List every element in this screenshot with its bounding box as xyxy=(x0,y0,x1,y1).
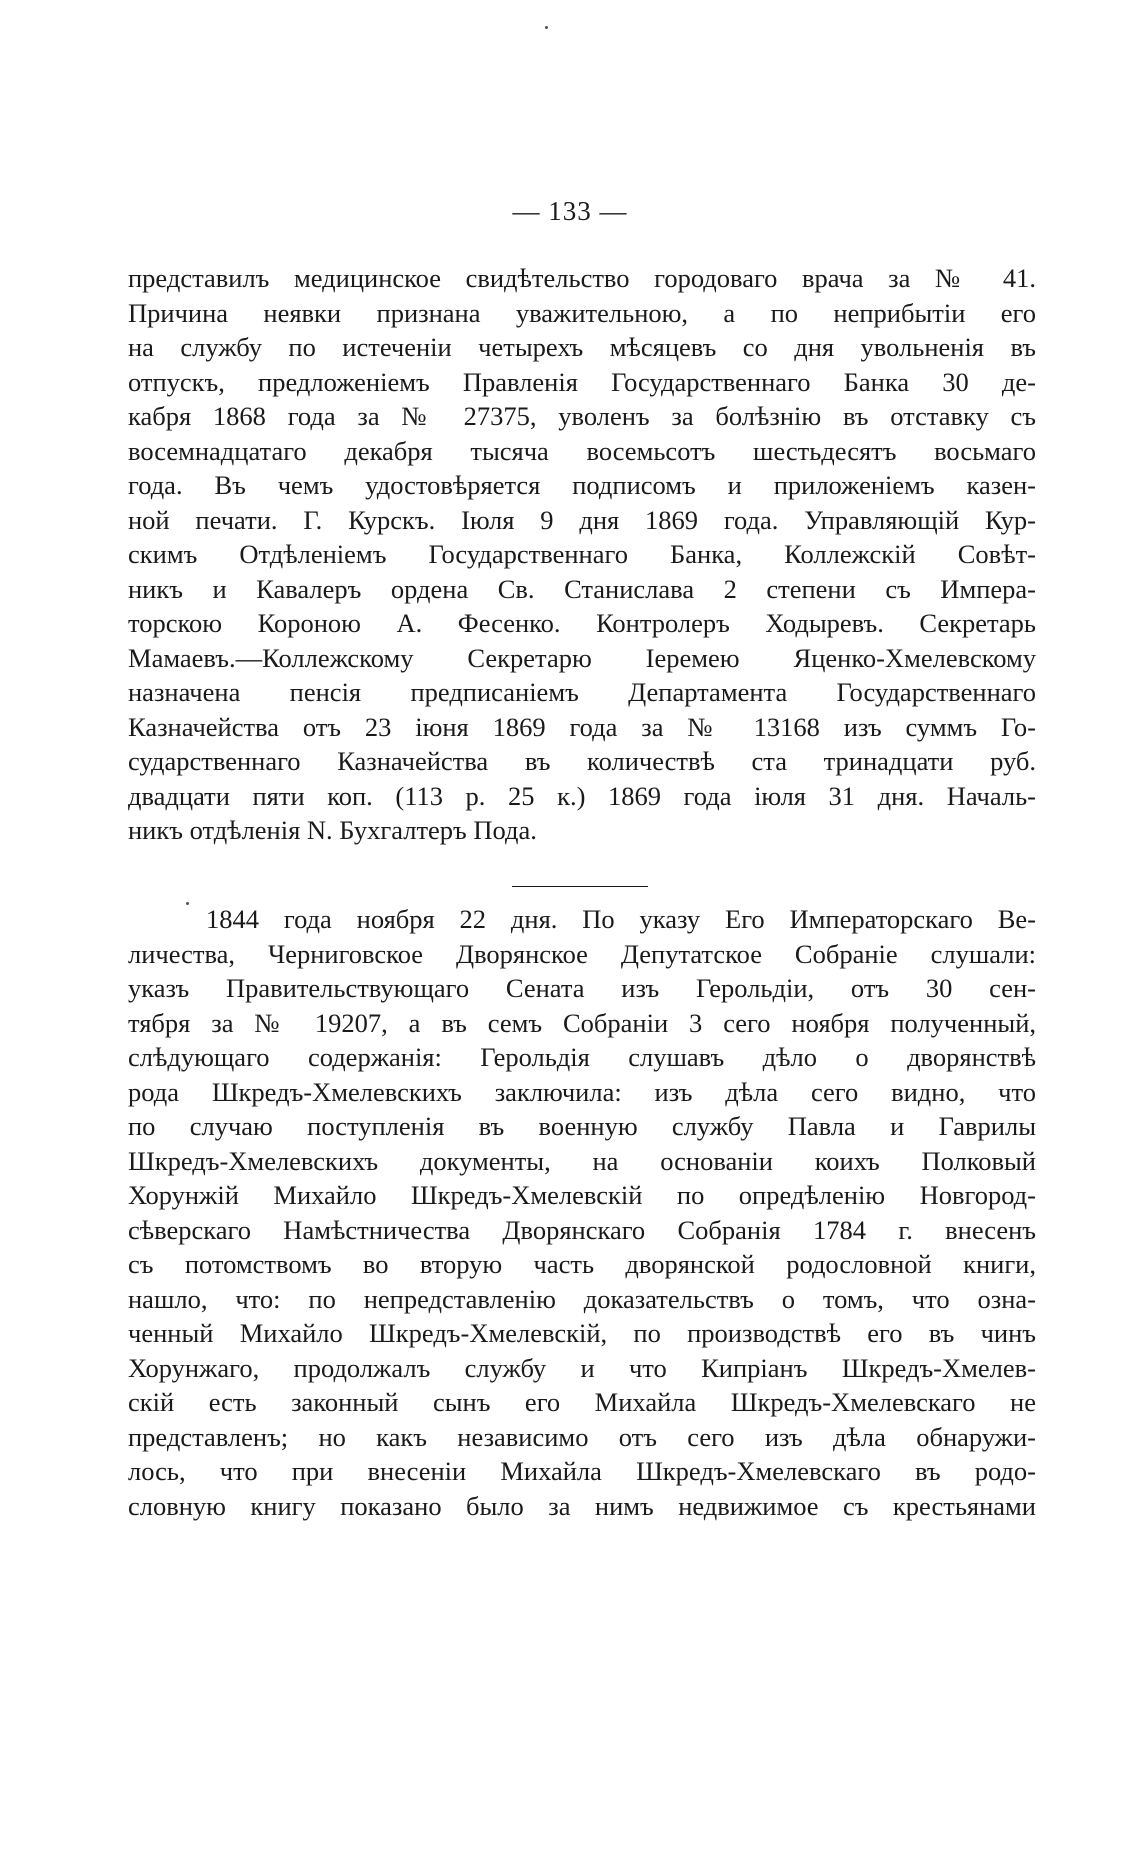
text-line: скій есть законный сынъ его Михайла Шкредъ-Хмелевскаго не xyxy=(128,1387,1036,1417)
text-line: кабря 1868 года за № 27375, уволенъ за болѣзнію въ отставку съ xyxy=(128,401,1036,431)
text-line: торскою Короною А. Фесенко. Контролеръ Ходыревъ. Секретарь xyxy=(128,608,1036,638)
text-line: 1844 года ноября 22 дня. По указу Его Императорскаго Ве- xyxy=(206,904,1036,934)
paragraph-continued xyxy=(128,261,1036,848)
text-line: отпускъ, предложеніемъ Правленія Государственнаго Банка 30 де- xyxy=(128,366,1036,397)
text-line: двадцати пяти коп. (113 р. 25 к.) 1869 года іюля 31 дня. Началь- xyxy=(128,780,1036,811)
text-line: ной печати. Г. Курскъ. Іюля 9 дня 1869 года. Управляющій Кур- xyxy=(128,504,1036,535)
text-line: сѣверскаго Намѣстничества Дворянскаго Собранія 1784 г. внесенъ xyxy=(128,1214,1036,1245)
text-line: Шкредъ-Хмелевскихъ документы, на основаніи коихъ Полковый xyxy=(128,1145,1036,1176)
page-number: — 133 — xyxy=(512,196,628,226)
text-line: тября за № 19207, а въ семъ Собраніи 3 сего ноября полученный, xyxy=(128,1007,1036,1038)
text-line: личества, Черниговское Дворянское Депутатское Собраніе слушали: xyxy=(128,938,1036,969)
text-line: Хорунжій Михайло Шкредъ-Хмелевскій по опредѣленію Новгород- xyxy=(128,1180,1036,1210)
scan-speck xyxy=(545,26,548,29)
text-line: указъ Правительствующаго Сената изъ Герольдіи, отъ 30 сен- xyxy=(128,973,1036,1003)
text-line: назначена пенсія предписаніемъ Департамента Государственнаго xyxy=(128,677,1036,707)
text-line: сударственнаго Казначейства въ количествѣ ста тринадцати руб. xyxy=(128,746,1036,776)
text-line: представленъ; но какъ независимо отъ сего изъ дѣла обнаружи- xyxy=(128,1421,1036,1452)
text-line: представилъ медицинское свидѣтельство городоваго врача за № 41. xyxy=(128,263,1036,293)
scan-speck xyxy=(186,902,189,905)
text-line: Хорунжаго, продолжалъ службу и что Кипріанъ Шкредъ-Хмелев- xyxy=(128,1352,1036,1383)
text-line: по случаю поступленія въ военную службу Павла и Гаврилы xyxy=(128,1111,1036,1141)
text-line: скимъ Отдѣленіемъ Государственнаго Банка, Коллежскій Совѣт- xyxy=(128,539,1036,569)
paragraph-new xyxy=(128,902,1036,1523)
text-line: лось, что при внесеніи Михайла Шкредъ-Хмелевскаго въ родо- xyxy=(128,1456,1036,1486)
text-line: Причина неявки признана уважительною, а по неприбытіи его xyxy=(128,297,1036,328)
text-line: рода Шкредъ-Хмелевскихъ заключила: изъ дѣла сего видно, что xyxy=(128,1076,1036,1107)
text-line: слѣдующаго содержанія: Герольдія слушавъ дѣло о дворянствѣ xyxy=(128,1042,1036,1072)
text-line: нашло, что: по непредставленію доказательствъ о томъ, что озна- xyxy=(128,1283,1036,1314)
text-line: на службу по истеченіи четырехъ мѣсяцевъ со дня увольненія въ xyxy=(128,332,1036,362)
text-line: съ потомствомъ во вторую часть дворянской родословной книги, xyxy=(128,1249,1036,1279)
text-line: года. Въ чемъ удостовѣряется подписомъ и приложеніемъ казен- xyxy=(128,470,1036,500)
text-line: никъ отдѣленія N. Бухгалтеръ Пода. xyxy=(128,815,537,845)
text-line: словную книгу показано было за нимъ недвижимое съ крестьянами xyxy=(128,1490,1036,1521)
text-line: ченный Михайло Шкредъ-Хмелевскій, по производствѣ его въ чинъ xyxy=(128,1318,1036,1348)
text-line: Мамаевъ.—Коллежскому Секретарю Іеремею Яценко-Хмелевскому xyxy=(128,642,1036,673)
text-line: Казначейства отъ 23 іюня 1869 года за № 13168 изъ суммъ Го- xyxy=(128,711,1036,742)
text-line: никъ и Кавалеръ ордена Св. Станислава 2 степени съ Импера- xyxy=(128,573,1036,604)
section-divider xyxy=(512,886,648,887)
text-line: восемнадцатаго декабря тысяча восемьсотъ шестьдесятъ восьмаго xyxy=(128,435,1036,466)
